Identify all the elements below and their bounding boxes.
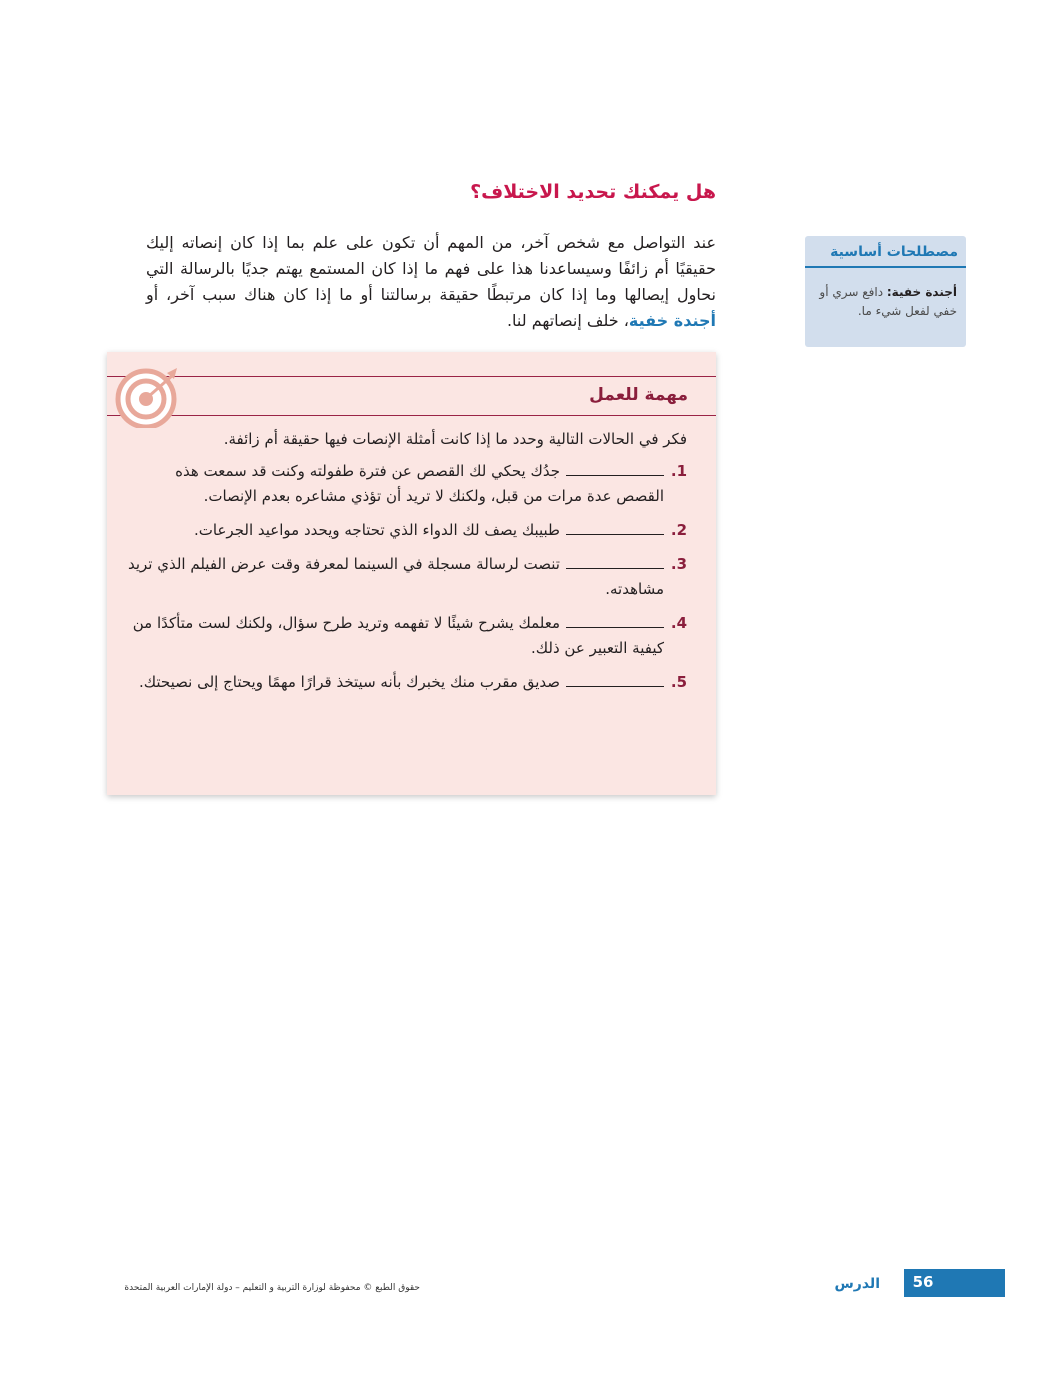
item-number: 4. xyxy=(670,614,687,632)
activity-item-4 xyxy=(127,611,687,661)
key-term-name: أجندة خفية: xyxy=(886,285,957,299)
intro-paragraph xyxy=(146,230,716,334)
activity-item-1 xyxy=(127,459,687,509)
key-term-text: دافع سري أو خفي لفعل شيء ما. xyxy=(819,285,957,318)
key-terms-title: مصطلحات أساسية xyxy=(830,244,958,260)
item-text: تنصت لرسالة مسجلة في السينما لمعرفة وقت عرض الفيلم الذي تريد مشاهدته. xyxy=(127,555,664,598)
answer-blank[interactable] xyxy=(566,554,664,569)
copyright-notice: حقوق الطبع © محفوظة لوزارة التربية و التعليم – دولة الإمارات العربية المتحدة xyxy=(124,1283,420,1293)
activity-instruction: فكر في الحالات التالية وحدد ما إذا كانت أمثلة الإنصات فيها حقيقة أم زائفة. xyxy=(223,430,687,448)
key-terms-sidebar xyxy=(805,236,966,347)
item-text: طبيبك يصف لك الدواء الذي تحتاجه ويحدد مواعيد الجرعات. xyxy=(194,521,560,539)
activity-box xyxy=(107,352,716,795)
activity-title: مهمة للعمل xyxy=(589,385,688,405)
intro-text-before: عند التواصل مع شخص آخر، من المهم أن تكون على علم بما إذا كان إنصاته إليك حقيقيًا أم زائفًا وسيساعدنا هذا على فهم ما إذا كان المستمع يهتم جديًا بالرسالة التي نحاول إيصالها وما إذا كان مرتبطًا حقيقة برسالتنا أو ما إذا كان هناك سبب آخر، أو xyxy=(146,233,716,304)
target-icon xyxy=(115,366,181,428)
item-number: 3. xyxy=(670,555,687,573)
key-term-definition xyxy=(817,283,957,321)
activity-item-2 xyxy=(127,518,687,543)
item-text: معلمك يشرح شيئًا لا تفهمه وتريد طرح سؤال، ولكنك لست متأكدًا من كيفية التعبير عن ذلك. xyxy=(132,614,664,657)
answer-blank[interactable] xyxy=(566,461,664,476)
answer-blank[interactable] xyxy=(566,672,664,687)
item-number: 5. xyxy=(670,673,687,691)
item-text: صديق مقرب منك يخبرك بأنه سيتخذ قرارًا مهمًا ويحتاج إلى نصيحتك. xyxy=(138,673,560,691)
activity-item-3 xyxy=(127,552,687,602)
key-terms-divider xyxy=(805,266,966,268)
page-number: 56 xyxy=(912,1273,934,1291)
activity-bottom-rule xyxy=(107,415,716,416)
answer-blank[interactable] xyxy=(566,520,664,535)
answer-blank[interactable] xyxy=(566,613,664,628)
intro-text-after: ، خلف إنصاتهم لنا. xyxy=(506,311,629,330)
activity-items xyxy=(127,459,687,704)
lesson-label: الدرس xyxy=(834,1276,880,1292)
item-number: 2. xyxy=(670,521,687,539)
item-text: جدُك يحكي لك القصص عن فترة طفولته وكنت قد سمعت هذه القصص عدة مرات من قبل، ولكنك لا تريد أن تؤذي مشاعره بعدم الإنصات. xyxy=(175,462,664,505)
activity-item-5 xyxy=(127,670,687,695)
activity-top-rule xyxy=(107,376,716,377)
intro-key-term: أجندة خفية xyxy=(628,311,716,330)
section-heading: هل يمكنك تحديد الاختلاف؟ xyxy=(470,181,716,203)
item-number: 1. xyxy=(670,462,687,480)
